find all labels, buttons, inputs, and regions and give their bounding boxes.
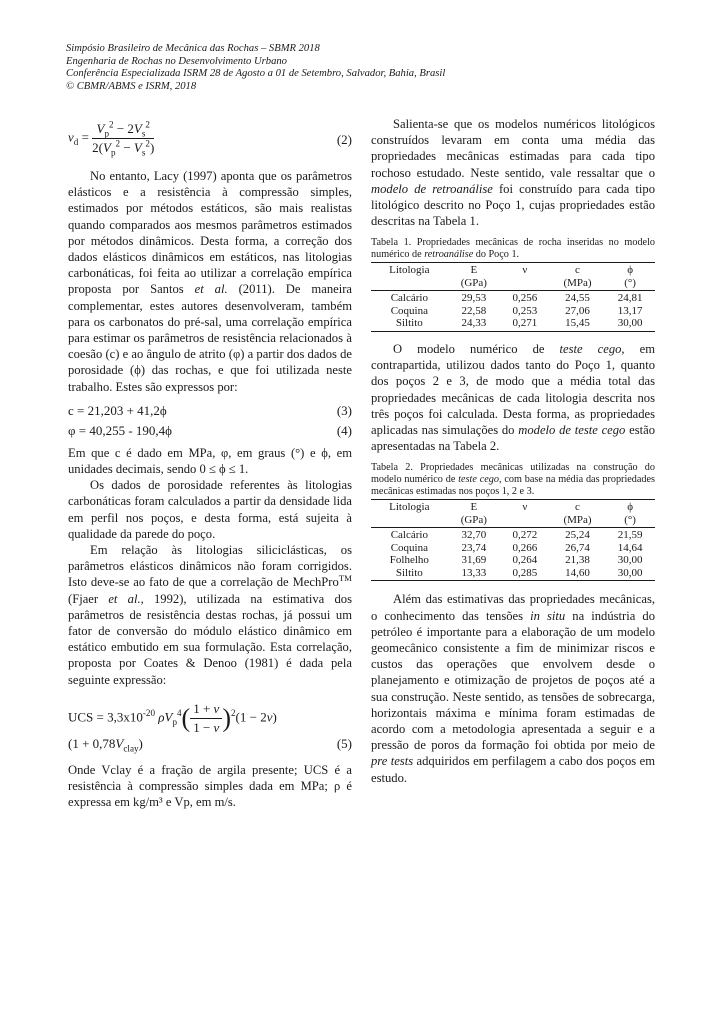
table-2-caption: Tabela 2. Propriedades mecânicas utilizadas na construção do modelo numérico de teste cego, com base na média das propriedades mecânicas estimadas nos poços 1, 2 e 3. [371, 462, 656, 498]
table-1-units-row [371, 277, 655, 291]
header-line-1: Simpósio Brasileiro de Mecânica das Rochas – SBMR 2018 [66, 43, 320, 54]
table-cell: 23,74 [461, 541, 487, 554]
equation-5-line-2 [68, 736, 352, 758]
table-2-header-phi: ϕ [605, 500, 655, 514]
equation-4-number: (4) [336, 422, 352, 438]
table-1-caption: Tabela 1. Propriedades mecânicas de rocha inseridas no modelo numérico de retroanálise do Poço 1. [371, 237, 655, 261]
table-1-unit [500, 277, 550, 291]
table-cell: 22,58 [461, 304, 487, 317]
table-2-header-c: c [550, 500, 606, 514]
table-1-unit: (MPa) [550, 277, 606, 291]
table-row [371, 317, 655, 331]
paragraph-variables: Onde Vclay é a fração de argila presente; UCS é a resistência à compressão simples dada em MPa; ρ é expressa em kg/m³ e Vp, em m/s. [68, 762, 352, 810]
table-cell: 13,17 [617, 304, 643, 317]
equation-4 [68, 421, 352, 441]
table-cell: 30,00 [605, 567, 655, 581]
table-cell: 0,264 [512, 554, 538, 567]
paragraph-units: Em que c é dado em MPa, φ, em graus (°) e ϕ, em unidades decimais, sendo 0 ≤ ϕ ≤ 1. [68, 445, 352, 477]
header-line-2: Engenharia de Rochas no Desenvolvimento Urbano [66, 55, 287, 67]
table-cell: Siltito [371, 567, 448, 581]
table-cell: 26,74 [565, 541, 590, 554]
table-2-unit [371, 514, 448, 528]
table-cell: Coquina [390, 304, 428, 317]
table-cell: Coquina [390, 541, 428, 554]
table-2-header-nu: ν [500, 500, 550, 514]
table-row [371, 305, 655, 318]
table-2-unit: (GPa) [448, 514, 500, 528]
table-2-unit [500, 514, 550, 528]
table-1-header-nu: ν [500, 263, 550, 277]
table-1-header-row [371, 263, 655, 277]
table-cell: 21,38 [565, 554, 590, 567]
table-cell: 14,60 [550, 567, 606, 581]
table-2-unit: (°) [605, 514, 655, 528]
table-1-header-phi: ϕ [605, 263, 655, 277]
equation-2-number: (2) [336, 132, 352, 147]
table-1-header-litologia: Litologia [371, 263, 448, 277]
paragraph-in-situ-stress: Além das estimativas das propriedades mecânicas, o conhecimento das tensões in situ na indústria do petróleo é importante para a elaboração de um modelo geomecânico consistente a fim de minimizar riscos e custos das operações que envolvem desde o planejamento e otimização de projetos de poços até a sua construção. Neste sentido, as tensões de sobrecarga, horizontais máxima e mínima foram estimadas de acordo com a metodologia apresentada a seguir e a pressão de poros da formação foi obtida por meio de pre tests adquiridos em perfilagem a cabo dos poços em estudo. [371, 592, 656, 785]
table-cell: 29,53 [461, 292, 487, 305]
table-cell: 32,70 [461, 529, 487, 542]
table-cell: 14,64 [617, 541, 643, 554]
table-row [371, 528, 655, 542]
equation-4-expression: φ = 40,255 - 190,4ϕ [68, 422, 173, 438]
table-cell: Siltito [371, 317, 448, 331]
table-1 [371, 262, 655, 332]
table-2 [371, 499, 655, 581]
paragraph-siliciclastic: Em relação às litologias siliciclásticas, os parâmetros elásticos dinâmicos não foram corrigidos. Isto deve-se ao fato de que a correlação de MechPro™ (Fjaer et al., 1992), utilizada na estimativa dos parâmetros de resistência destas rochas, já possui um fator de conversão do módulo elástico dinâmico em estático embutido em sua formulação. Esta correlação, proposta por Coates & Denoo (1981) é dada pela seguinte expressão: [68, 543, 353, 687]
table-cell: 30,00 [617, 554, 643, 567]
header-line-4: © CBMR/ABMS e ISRM, 2018 [66, 80, 197, 92]
table-cell: 0,285 [500, 567, 550, 581]
table-2-unit: (MPa) [550, 514, 606, 528]
table-cell: 24,55 [565, 292, 590, 305]
equation-3-number: (3) [336, 402, 352, 418]
table-cell: Calcário [390, 529, 428, 542]
table-cell: 15,45 [550, 317, 606, 331]
table-1-unit: (GPa) [448, 277, 500, 291]
header-line-3: Conferência Especializada ISRM 28 de Agosto a 01 de Setembro, Salvador, Bahia, Brasil [66, 68, 446, 80]
table-cell: 13,33 [448, 567, 500, 581]
table-2-header-litologia: Litologia [371, 500, 448, 514]
conference-header [66, 43, 666, 93]
right-column [371, 116, 655, 786]
paragraph-porosity: Os dados de porosidade referentes às litologias carbonáticas foram calculados a partir da densidade lida em perfil nos poços, e desta forma, está sujeita à qualidade da parede do poço. [68, 478, 352, 541]
paragraph-blind-test: O modelo numérico de teste cego, em contrapartida, utilizou dados tanto do Poço 1, quanto dos poços 2 e 3, de modo que a média total das propriedades mecânicas de cada litologia descrita nos três poços foi calculada. Desta forma, as propriedades aplicadas nas simulações do modelo de teste cego estão apresentadas na Tabela 2. [371, 341, 656, 454]
table-row [371, 554, 655, 567]
table-cell: 21,59 [617, 529, 643, 542]
table-cell: 0,256 [512, 292, 538, 305]
equation-5-expression-b: $(1 + 0,78V_{clay})$ [68, 735, 143, 754]
table-cell: Calcário [390, 292, 428, 305]
paragraph-models: Salienta-se que os modelos numéricos litológicos construídos levaram em conta uma média das propriedades mecânicas estimadas para cada tipo rochoso estudado. Neste sentido, vale ressaltar que o modelo de retroanálise foi construído para cada tipo litológico descrito no Poço 1, cujas propriedades estão descritas na Tabela 1. [371, 117, 655, 229]
equation-3-expression: c = 21,203 + 41,2ϕ [68, 402, 167, 418]
equation-2 [68, 116, 352, 168]
equation-5-line-1 [68, 694, 352, 736]
left-column [68, 116, 352, 811]
table-row [371, 567, 655, 581]
equation-2-expression: $\nu_d$ = $\frac{V_p^2 - 2V_s^2}{2(V_p^2 - V_s^2)}$ [68, 119, 155, 158]
table-1-header-e: E [448, 263, 500, 277]
table-2-header-e: E [448, 500, 500, 514]
table-cell: Folhelho [389, 554, 429, 567]
equation-5-expression-a: UCS = $3,3x10^{-20}$ $\rho V_p^4$( $\frac{1 + \nu}{1 - \nu}$ )$^2$(1 − 2ν) [68, 700, 277, 735]
table-row [371, 542, 655, 555]
table-cell: 0,266 [512, 541, 538, 554]
table-2-header-row [371, 500, 655, 514]
table-row [371, 291, 655, 305]
equation-3 [68, 401, 352, 421]
table-cell: 24,81 [617, 292, 643, 305]
table-1-header-c: c [550, 263, 606, 277]
table-cell: 31,69 [461, 554, 487, 567]
table-2-units-row [371, 514, 655, 528]
table-cell: 0,271 [500, 317, 550, 331]
table-cell: 25,24 [565, 529, 590, 542]
table-1-unit [371, 277, 448, 291]
paragraph-lacy: No entanto, Lacy (1997) aponta que os parâmetros elásticos e a resistência à compressão simples, estimados por métodos estáticos, são mais realistas quando comparados aos mesmos parâmetros estimados por métodos dinâmicos. Desta forma, a correção dos dados elásticos dinâmicos em estáticos, nas litologias carbonáticas, foi feita ao utilizar a correlação empírica proposta por Santos et al. (2011). De maneira complementar, estes autores desenvolveram, também para os carbonatos do pré-sal, uma correlação empírica para estimar os parâmetros de resistência relacionados à coesão (c) e ao ângulo de atrito (φ) a partir dos dados de porosidade (ϕ) das rochas, e que foi utilizada neste trabalho. Estes são expressos por: [68, 169, 352, 394]
table-cell: 24,33 [448, 317, 500, 331]
equation-5-number: (5) [336, 735, 352, 751]
table-cell: 30,00 [605, 317, 655, 331]
table-cell: 0,272 [512, 529, 538, 542]
table-cell: 0,253 [512, 304, 538, 317]
table-cell: 27,06 [565, 304, 590, 317]
table-1-unit: (°) [605, 277, 655, 291]
